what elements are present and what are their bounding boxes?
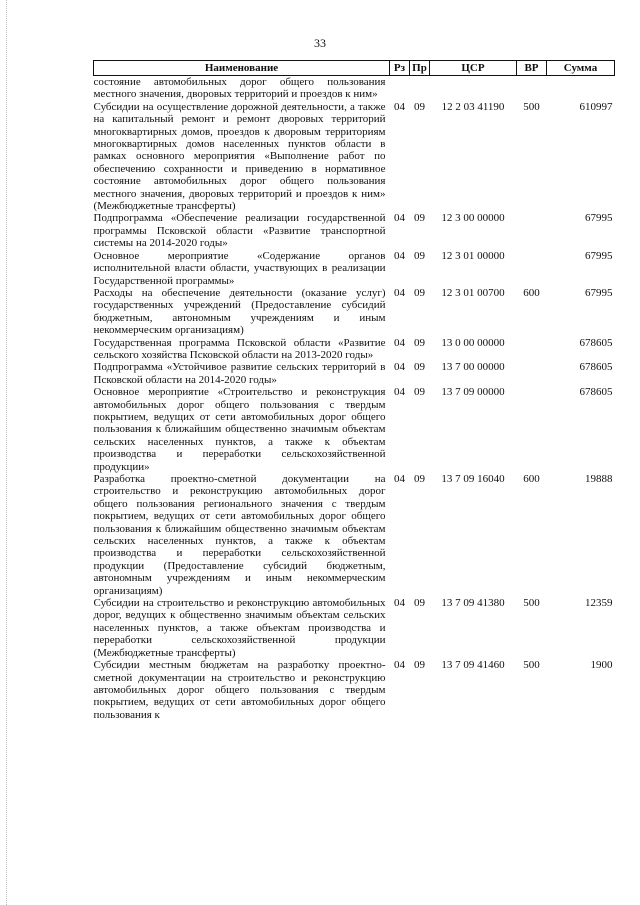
table-row	[94, 659, 615, 721]
row-vr	[517, 212, 547, 249]
row-csr: 13 7 09 00000	[441, 386, 505, 399]
row-vr: 600	[523, 286, 540, 299]
row-rz: 04	[394, 659, 405, 672]
row-pr: 09	[414, 212, 425, 225]
row-pr: 09	[414, 361, 425, 374]
row-csr	[430, 76, 517, 101]
row-vr: 500	[523, 597, 540, 610]
row-pr: 09	[414, 100, 425, 113]
row-sum: 67995	[585, 212, 613, 225]
row-sum: 12359	[585, 597, 613, 610]
row-name: Подпрограмма «Устойчивое развитие сельских территорий в Псковской области на 2014-2020 годы»	[93, 361, 386, 386]
row-csr: 12 3 01 00700	[441, 286, 505, 299]
row-csr: 13 7 09 41460	[441, 659, 505, 672]
row-vr	[517, 337, 547, 362]
row-csr: 13 7 00 00000	[441, 361, 505, 374]
table-row	[94, 597, 615, 659]
row-vr	[517, 361, 547, 386]
row-sum: 67995	[585, 249, 613, 262]
table-row	[94, 386, 615, 473]
row-vr: 600	[523, 473, 540, 485]
row-pr: 09	[414, 597, 425, 610]
row-name: Подпрограмма «Обеспечение реализации государственной программы Псковской области «Развитие транспортной системы на 2014-2020 годы»	[93, 212, 386, 250]
row-name: Основное мероприятие «Строительство и реконструкция автомобильных дорог общего пользования с твердым покрытием, ведущих от сети автомобильных дорог общего пользования к ближайшим общественно значимым объектам сельских населенных пунктов, а также к объектам производства и переработки сельскохозяйственной продукции»	[93, 386, 386, 473]
row-sum: 678605	[579, 361, 613, 374]
row-rz: 04	[394, 361, 405, 374]
row-pr: 09	[414, 659, 425, 672]
table-header-row	[94, 61, 615, 76]
header-csr: ЦСР	[430, 61, 517, 76]
row-rz: 04	[394, 473, 405, 485]
row-vr	[517, 250, 547, 287]
row-pr: 09	[414, 336, 425, 349]
row-rz: 04	[394, 100, 405, 113]
row-vr	[517, 76, 547, 101]
row-csr: 13 7 09 16040	[441, 473, 505, 485]
table-row	[94, 287, 615, 337]
row-name: состояние автомобильных дорог общего пользования местного значения, дворовых территорий и проездов к ним»	[93, 76, 386, 101]
row-vr: 500	[523, 100, 540, 113]
row-rz: 04	[394, 336, 405, 349]
row-rz: 04	[394, 212, 405, 225]
row-pr: 09	[414, 473, 425, 485]
table-row	[94, 76, 615, 101]
row-pr: 09	[414, 286, 425, 299]
row-rz: 04	[394, 597, 405, 610]
row-pr: 09	[414, 249, 425, 262]
table-row	[94, 250, 615, 287]
header-name: Наименование	[94, 61, 390, 76]
row-sum: 610997	[579, 100, 613, 113]
table-row	[94, 337, 615, 362]
row-sum: 678605	[579, 386, 613, 399]
row-sum: 678605	[579, 336, 613, 349]
table-row	[94, 361, 615, 386]
header-sum: Сумма	[547, 61, 615, 76]
row-csr: 13 0 00 00000	[441, 336, 505, 349]
row-name: Расходы на обеспечение деятельности (оказание услуг) государственных учреждений (Предоставление субсидий бюджетным, автономным учреждениям и иным некоммерческим организациям)	[93, 286, 386, 337]
row-rz: 04	[394, 386, 405, 399]
row-sum: 67995	[585, 286, 613, 299]
scan-margin-line	[6, 0, 7, 905]
row-name: Разработка проектно-сметной документации на строительство и реконструкцию автомобильных дорог общего пользования регионального значения с твердым покрытием, ведущих от сети автомобильных дорог общего пользования к ближайшим общественно значимым объектам сельских населенных пунктов, а также к объектам производства и переработки сельскохозяйственной продукции (Предоставление субсидий бюджетным, автономным учреждениям и иным некоммерческим организациям)	[93, 473, 386, 597]
row-name: Государственная программа Псковской области «Развитие сельского хозяйства Псковской области на 2013-2020 годы»	[93, 336, 386, 361]
row-sum	[547, 76, 615, 101]
row-pr	[410, 76, 430, 101]
row-sum: 1900	[590, 659, 613, 672]
row-name: Субсидии местным бюджетам на разработку проектно-сметной документации на строительство и реконструкцию автомобильных дорог общего пользования с твердым покрытием, ведущих от сети автомобильных дорог общего пользования к	[93, 659, 386, 721]
row-name: Субсидии на осуществление дорожной деятельности, а также на капитальный ремонт и ремонт дворовых территорий многоквартирных домов, проездов к дворовым территориям многоквартирных домов населенных пунктов области в рамках основного мероприятия «Выполнение работ по обеспечению сохранности и приведению в нормативное состояние автомобильных дорог общего пользования местного значения, дворовых территорий и проездов к ним» (Межбюджетные трансферты)	[93, 100, 386, 213]
budget-table	[93, 60, 615, 721]
row-vr: 500	[523, 659, 540, 672]
row-pr: 09	[414, 386, 425, 399]
row-csr: 12 3 01 00000	[441, 249, 505, 262]
row-name: Субсидии на строительство и реконструкцию автомобильных дорог, ведущих к общественно значимым объектам сельских населенных пунктов, а также объектам производства и переработки сельскохозяйственной продукции (Межбюджетные трансферты)	[93, 597, 386, 659]
row-rz	[390, 76, 410, 101]
row-csr: 12 3 00 00000	[441, 212, 505, 225]
row-csr: 12 2 03 41190	[441, 100, 505, 113]
row-rz: 04	[394, 249, 405, 262]
row-rz: 04	[394, 286, 405, 299]
page-number: 33	[314, 36, 326, 50]
table-row	[94, 473, 615, 597]
table-row	[94, 212, 615, 249]
table-row	[94, 101, 615, 213]
row-csr: 13 7 09 41380	[441, 597, 505, 610]
row-name: Основное мероприятие «Содержание органов исполнительной власти области, участвующих в реализации Государственной программы»	[93, 249, 386, 287]
row-vr	[517, 386, 547, 473]
header-pr: Пр	[410, 61, 430, 76]
row-sum: 19888	[585, 473, 613, 485]
header-rz: Рз	[390, 61, 410, 76]
header-vr: ВР	[517, 61, 547, 76]
